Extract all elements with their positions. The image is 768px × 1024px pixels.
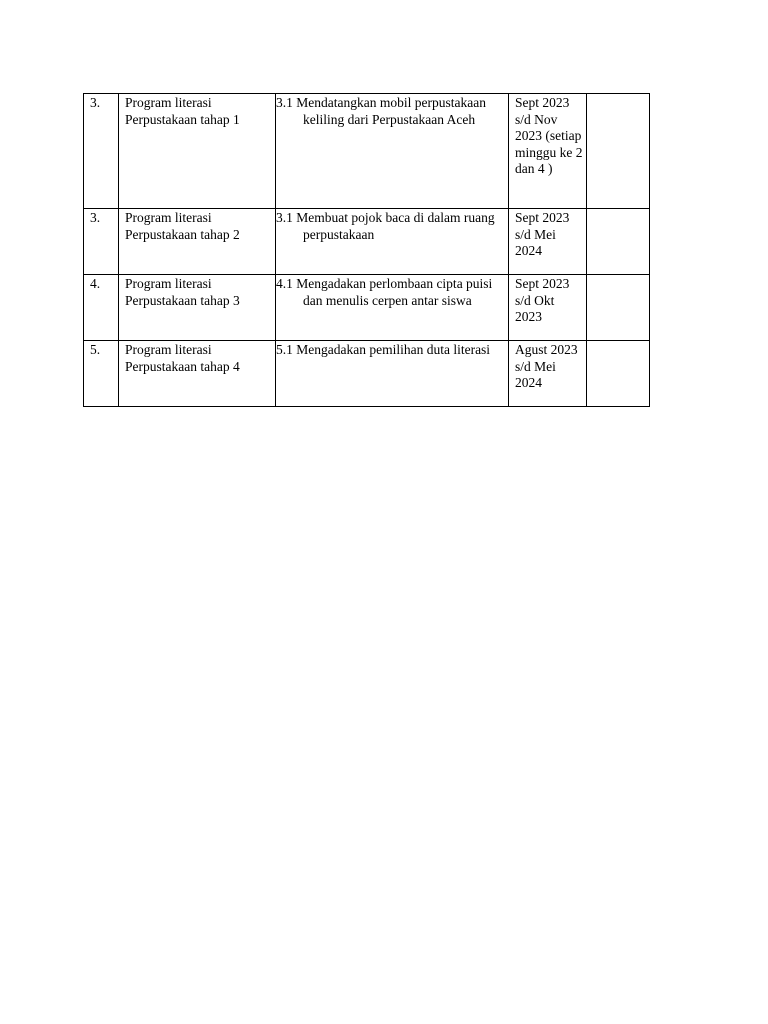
program-cell: Program literasi Perpustakaan tahap 1 <box>119 94 276 209</box>
table-row <box>84 94 650 209</box>
activity-cell: 3.1 Mendatangkan mobil perpustakaan keliling dari Perpustakaan Aceh <box>276 94 509 209</box>
time-cell: Sept 2023 s/d Okt 2023 <box>509 275 587 341</box>
time-cell: Agust 2023 s/d Mei 2024 <box>509 341 587 407</box>
table-row <box>84 209 650 275</box>
row-number-cell: 3. <box>84 209 119 275</box>
note-cell <box>587 275 650 341</box>
program-cell: Program literasi Perpustakaan tahap 3 <box>119 275 276 341</box>
row-number-cell: 5. <box>84 341 119 407</box>
time-cell: Sept 2023 s/d Nov 2023 (setiap minggu ke 2 dan 4 ) <box>509 94 587 209</box>
note-cell <box>587 209 650 275</box>
note-cell <box>587 341 650 407</box>
time-cell: Sept 2023 s/d Mei 2024 <box>509 209 587 275</box>
activity-cell: 5.1 Mengadakan pemilihan duta literasi <box>276 341 509 407</box>
row-number-cell: 4. <box>84 275 119 341</box>
program-cell: Program literasi Perpustakaan tahap 4 <box>119 341 276 407</box>
program-cell: Program literasi Perpustakaan tahap 2 <box>119 209 276 275</box>
row-number-cell: 3. <box>84 94 119 209</box>
activity-cell: 3.1 Membuat pojok baca di dalam ruang perpustakaan <box>276 209 509 275</box>
table-row <box>84 275 650 341</box>
note-cell <box>587 94 650 209</box>
table-row <box>84 341 650 407</box>
program-table <box>83 93 650 407</box>
activity-cell: 4.1 Mengadakan perlombaan cipta puisi dan menulis cerpen antar siswa <box>276 275 509 341</box>
